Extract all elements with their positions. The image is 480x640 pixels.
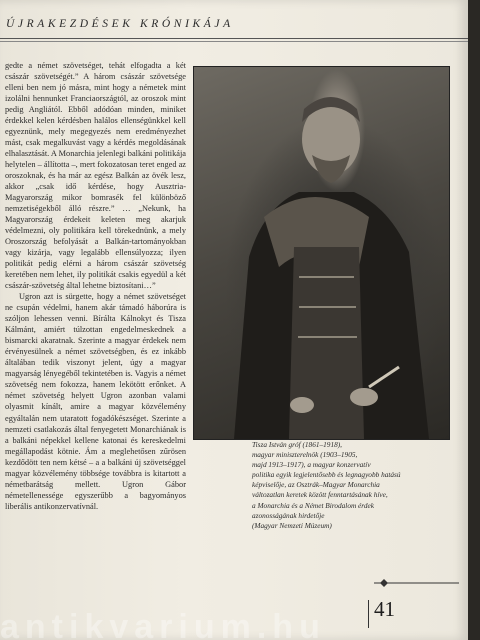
paragraph-1: gedte a német szövetséget, tehát elfogadta a két császár szövetségét.” A három császár szövetsége elleni ben nem jó másra, mint hogy a németek mint izolálni hennunket Franciaországtól, az oroszok mint pedig Angliától. Ebből adódóan minden, miniket érdekkel kelen kérdésben halálos ellenségünkkel kell egyeznünk, mely megegyezés nem eredményezhet mást, csak megalkuvást vagy a kérdés megoldásának elhalasztását. A Monarchia jelenlegi balkáni politikája helytelen – állította –, mert fokozatosan teret enged az oroszoknak, és ha már az egész Balkán az övék lesz, akkor „csak idő kérdése, hogy Ausztria-Magyarország mikor bomrasék fel különböző nemzetiségekből álló részre.” … „Nekunk, ha Magyarország érdekeit keleten meg akarjuk védelmezni, oly politikára kell törekednünk, a mely Oroszország befolyását a Balkán-tartományokban vagy kizárja, vagy legalább ellensúlyozza; ilyen politikát pedig elérni a három császár szövetség keretében nem lehet, ily politikát csakis egyedül a két császár-szövetség által lehetne biztosítani…” [5, 61, 186, 291]
caption-line: a Monarchia és a Német Birodalom érdek [252, 500, 374, 510]
portrait-photo [193, 66, 450, 440]
header-rule-secondary [0, 41, 468, 42]
caption-line: Tisza István gróf (1861–1918), [252, 440, 342, 449]
caption-line: azonosságának hirdetője [252, 510, 325, 520]
caption-line: változatlan keretek között fenntartásának híve, [252, 490, 388, 500]
running-head: ÚJRAKEZDÉSEK KRÓNIKÁJA [6, 18, 234, 30]
decorative-ornament [374, 577, 459, 589]
caption-line: majd 1913–1917), a magyar konzervatív [252, 460, 371, 470]
photo-caption [252, 440, 448, 531]
text-column [5, 60, 186, 610]
caption-line: politika egyik legjelentősebb és legnagyobb hatású [252, 470, 401, 480]
caption-line: (Magyar Nemzeti Múzeum) [252, 520, 332, 530]
paragraph-2: Ugron azt is sürgette, hogy a német szövetséget ne csupán védelmi, hanem akár támadó háborúra is szóljon lehessen venni. Bírálta Kálnokyt és Tisza Kálmánt, amiért túlzottan engedelmeskednek a bismarcki akaratnak. Szerinte a magyar érdekek nem érvényesülnek a német szövetségben, és ez inkább általában tedik viszonyt jelent, úgy a magyar magyarság lényegéből tekintetében is. Vagyis a német szövetség nem fokozza, hanem lekötött erőnket. A német szövetség helyett Ugron azonban valami olyasmit kínált, amire a magyar közvélemény egyáltalán nem utaratott fogadókészséget. Szerinte a nemzeti csatlakozás által fenyegetett Monarchiának is a balkáni népekkel kellene katonai és kereskedelmi megállapodást kötnie. Ám a meglehetősen zűrösen kezdődött ten nem kétsé – a a balkáni új szövetséggel magyar közvélemény többsége továbbra is kitartott a németbarátság mellett. Ugron Gábor németellenessége egyszerűbb a bagyományos liberális antikonzervatívnál. [5, 292, 186, 511]
watermark: antikvarium.hu [0, 608, 326, 640]
page-number: 41 [374, 597, 395, 621]
portrait-figure [194, 67, 449, 439]
caption-line: képviselője, az Osztrák–Magyar Monarchia [252, 480, 380, 490]
caption-line: magyar miniszterelnök (1903–1905, [252, 450, 358, 460]
header-rule [0, 38, 468, 39]
